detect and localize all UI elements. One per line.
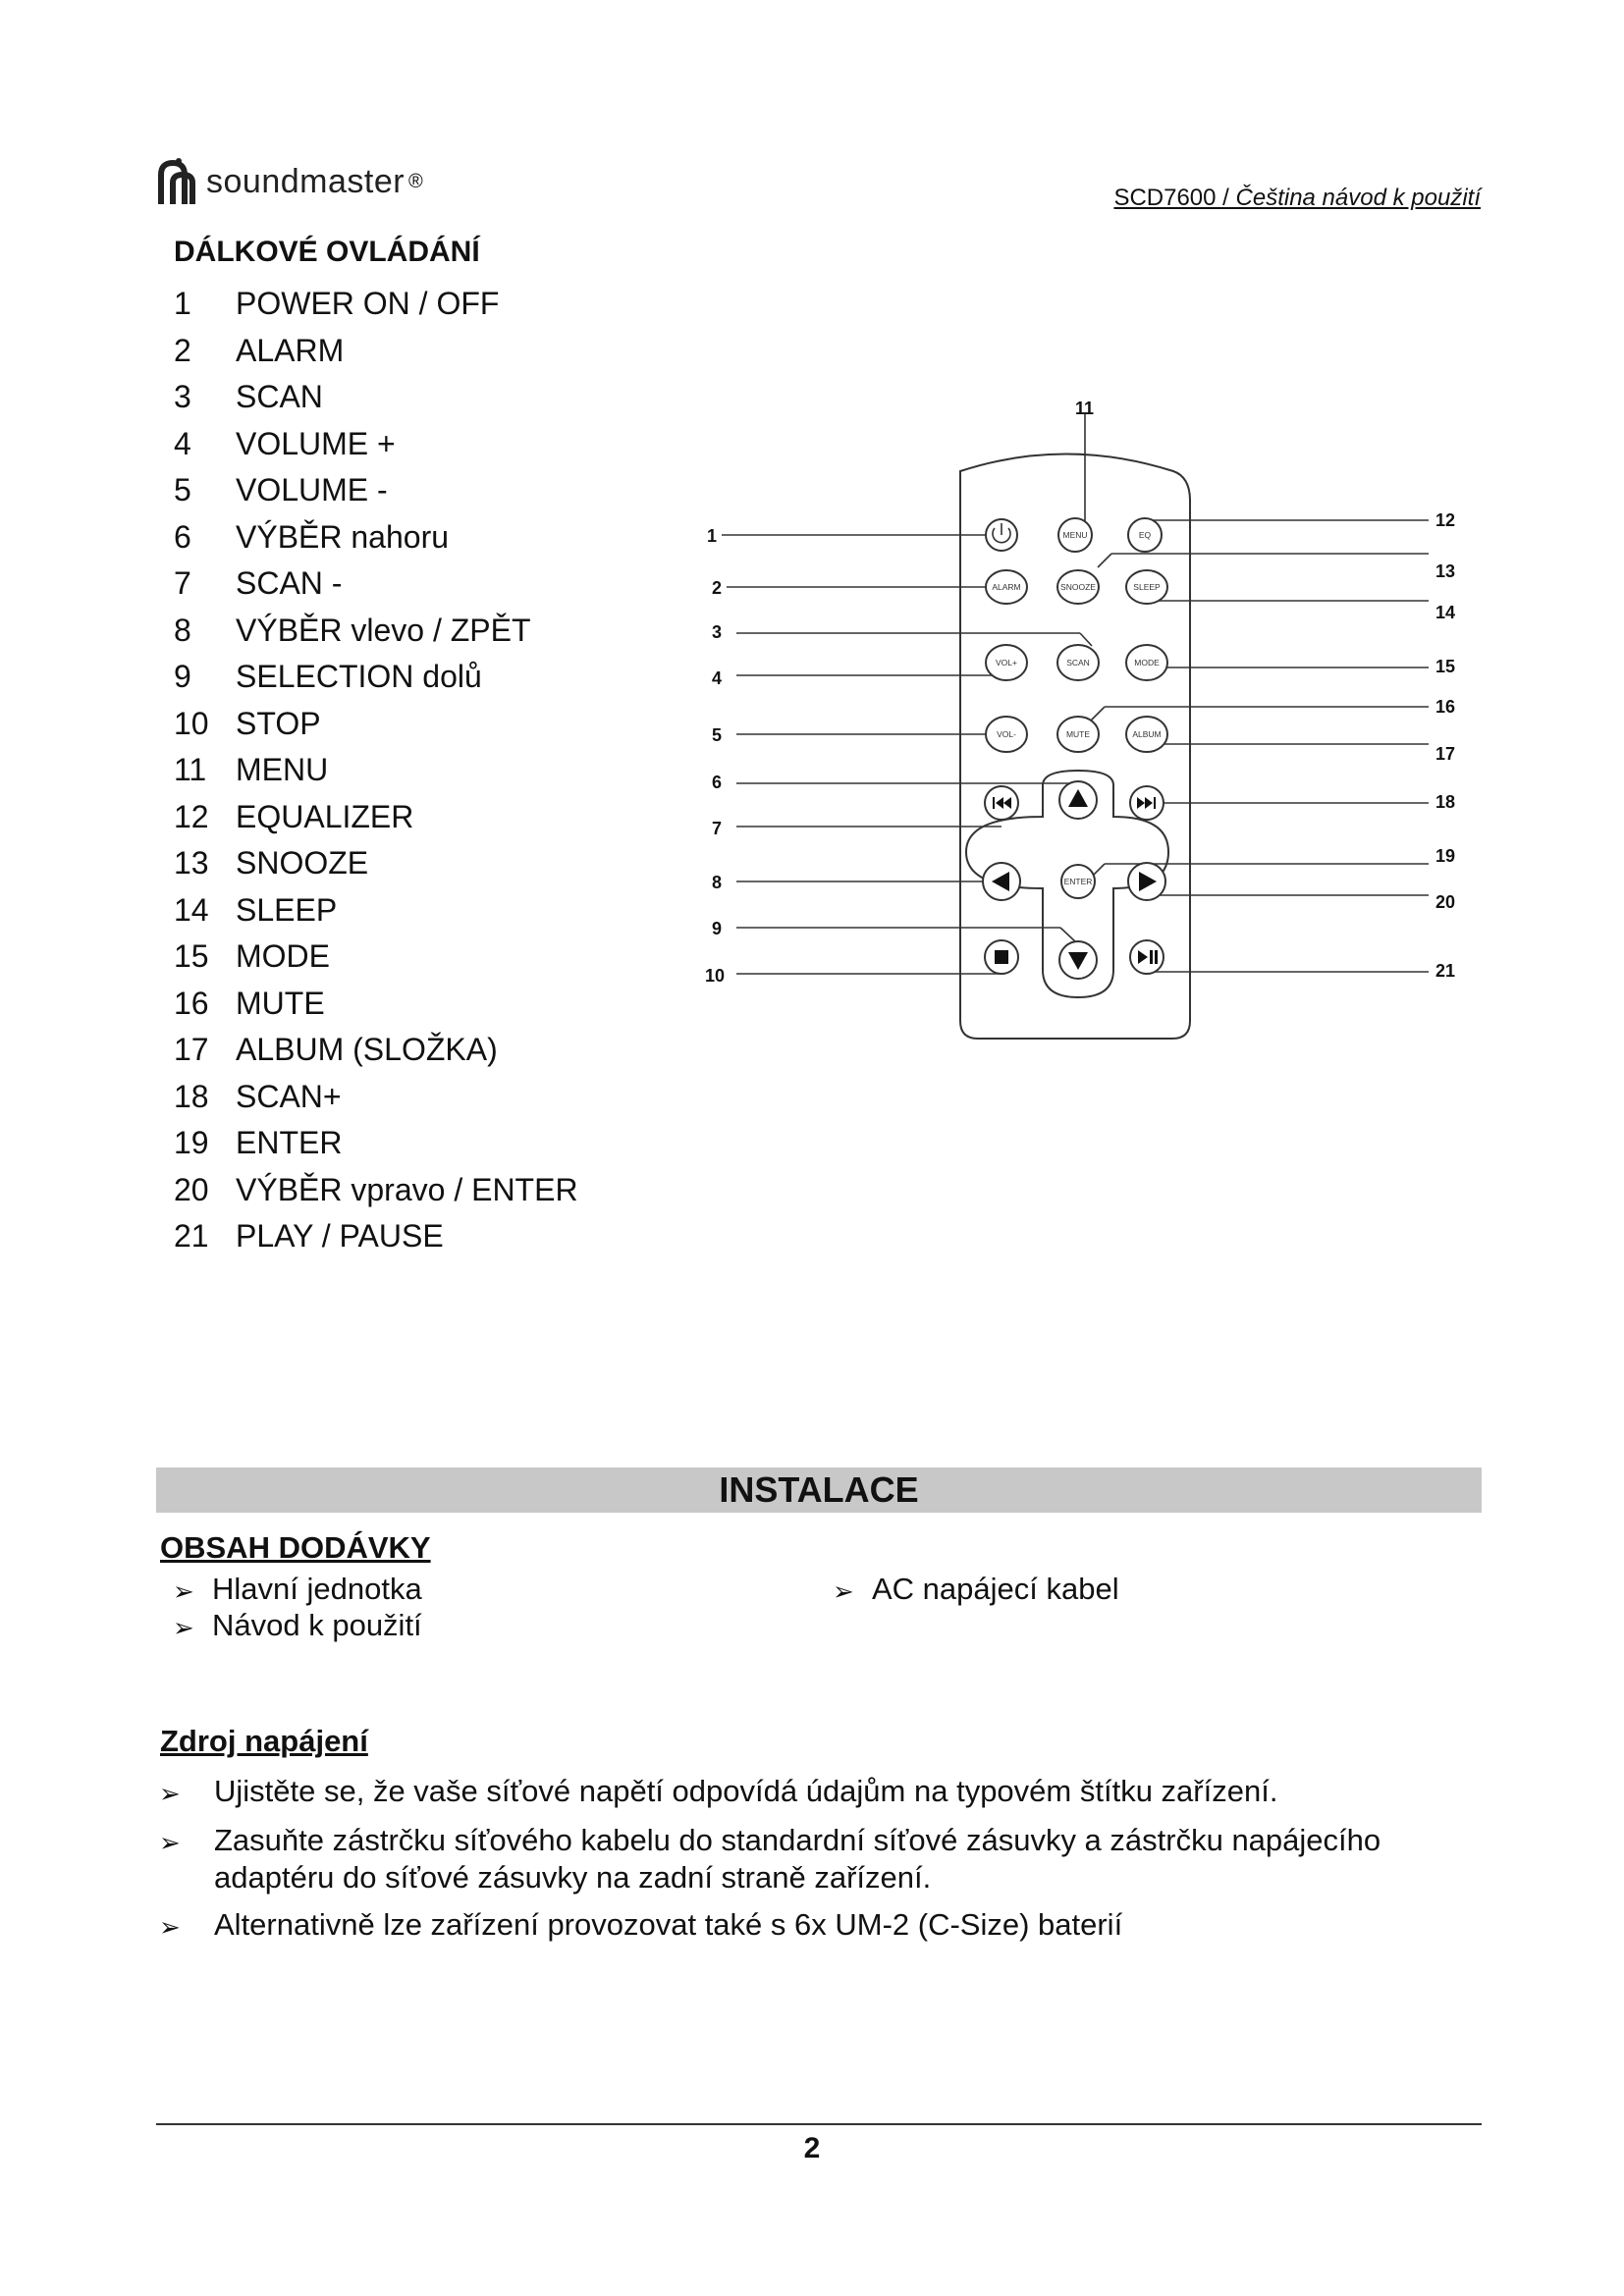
power-supply-item: [159, 1906, 1465, 1946]
mode-button-label: MODE: [1134, 658, 1160, 667]
callout-19: 19: [1435, 846, 1456, 866]
legend-item-number: 15: [174, 938, 209, 974]
callout-20: 20: [1435, 892, 1456, 912]
callout-10: 10: [705, 966, 726, 986]
mute-button-label: MUTE: [1065, 729, 1091, 739]
page-number: 2: [803, 2132, 821, 2164]
model-number: SCD7600: [1113, 185, 1217, 211]
power-supply-title: Zdroj napájení: [160, 1724, 368, 1758]
soundmaster-logo-icon: [157, 157, 200, 206]
legend-item: [174, 840, 578, 887]
eq-button-label: EQ: [1138, 530, 1152, 540]
legend-item: [174, 934, 578, 981]
legend-item-label: VOLUME -: [236, 472, 388, 507]
callout-1: 1: [707, 526, 718, 546]
legend-item-label: SCAN: [236, 379, 323, 414]
legend-item-number: 18: [174, 1078, 209, 1114]
legend-item-label: PLAY / PAUSE: [236, 1218, 444, 1254]
contents-item: [833, 1571, 1119, 1610]
header-separator: /: [1216, 185, 1236, 211]
legend-item-number: 3: [174, 379, 191, 414]
callout-13: 13: [1435, 561, 1456, 581]
document-header: [1113, 185, 1481, 212]
callout-12: 12: [1435, 510, 1456, 530]
power-supply-item: [159, 1822, 1465, 1896]
callout-8: 8: [712, 873, 723, 892]
remote-button-legend: [174, 281, 578, 1260]
document-title: Čeština návod k použití: [1235, 185, 1481, 211]
power-supply-list: [159, 1773, 1465, 1955]
bullet-arrow-icon: ➢: [173, 1576, 194, 1606]
legend-item-label: VOLUME +: [236, 425, 396, 461]
power-supply-text: Alternativně lze zařízení provozovat také s 6x UM-2 (C-Size) baterií: [214, 1907, 1123, 1942]
bullet-arrow-icon: ➢: [833, 1576, 854, 1606]
legend-item-label: ALARM: [236, 332, 345, 368]
callout-14: 14: [1435, 603, 1456, 622]
legend-item-number: 14: [174, 891, 209, 928]
legend-item-number: 5: [174, 472, 191, 507]
remote-diagram-svg: [687, 393, 1473, 1041]
legend-item: [174, 1074, 578, 1121]
bullet-arrow-icon: ➢: [159, 1779, 181, 1808]
legend-item-number: 10: [174, 705, 209, 741]
legend-item: [174, 561, 578, 608]
remote-section-title: DÁLKOVÉ OVLÁDÁNÍ: [174, 236, 480, 268]
legend-item: [174, 654, 578, 701]
contents-item: [173, 1607, 422, 1646]
legend-item-label: SELECTION dolů: [236, 659, 482, 694]
power-supply-text: Ujistěte se, že vaše síťové napětí odpovídá údajům na typovém štítku zařízení.: [214, 1774, 1278, 1808]
legend-item-number: 4: [174, 425, 191, 461]
legend-item-number: 13: [174, 845, 209, 881]
legend-item: [174, 608, 578, 655]
legend-item: [174, 981, 578, 1028]
legend-item-number: 16: [174, 985, 209, 1021]
legend-item-label: POWER ON / OFF: [236, 286, 500, 321]
legend-item-label: SCAN+: [236, 1078, 342, 1114]
album-button-label: ALBUM: [1132, 729, 1162, 739]
legend-item-label: VÝBĚR nahoru: [236, 518, 450, 555]
power-supply-text: Zasuňte zástrčku síťového kabelu do standardní síťové zásuvky a zástrčku napájecího adaptéru do síťové zásuvky na zadní straně zařízení.: [214, 1823, 1381, 1895]
callout-16: 16: [1435, 697, 1456, 717]
legend-item-number: 21: [174, 1218, 209, 1254]
remote-control-diagram: [687, 393, 1473, 1041]
callout-17: 17: [1435, 744, 1456, 764]
legend-item-number: 7: [174, 565, 191, 601]
legend-item: [174, 1120, 578, 1167]
legend-item-label: VÝBĚR vpravo / ENTER: [236, 1171, 578, 1207]
menu-button-label: MENU: [1062, 530, 1088, 540]
contents-item-label: Návod k použití: [212, 1608, 422, 1642]
legend-item: [174, 467, 578, 514]
callout-2: 2: [712, 578, 723, 598]
legend-item-label: STOP: [236, 705, 321, 741]
installation-banner: INSTALACE: [156, 1468, 1482, 1513]
legend-item-number: 2: [174, 332, 191, 368]
scan-button-label: SCAN: [1066, 658, 1090, 667]
legend-item-label: SNOOZE: [236, 845, 369, 881]
enter-button-label: ENTER: [1063, 877, 1093, 886]
bullet-arrow-icon: ➢: [159, 1828, 181, 1857]
power-supply-item: [159, 1773, 1465, 1812]
callout-21: 21: [1435, 961, 1456, 981]
legend-item: [174, 701, 578, 748]
legend-item-number: 1: [174, 286, 191, 321]
footer-divider: [156, 2123, 1482, 2125]
legend-item-label: MENU: [236, 752, 329, 787]
legend-item-number: 11: [174, 752, 207, 787]
legend-item: [174, 281, 578, 328]
legend-item-number: 6: [174, 518, 191, 555]
callout-15: 15: [1435, 657, 1456, 676]
legend-item-label: MUTE: [236, 985, 325, 1021]
snooze-button-label: SNOOZE: [1060, 582, 1096, 592]
legend-item: [174, 514, 578, 561]
callout-9: 9: [712, 919, 723, 938]
bullet-arrow-icon: ➢: [173, 1613, 194, 1642]
legend-item-number: 9: [174, 659, 191, 694]
vol-up-button-label: VOL+: [996, 658, 1017, 667]
vol-down-button-label: VOL-: [997, 729, 1016, 739]
legend-item: [174, 374, 578, 421]
legend-item: [174, 1213, 578, 1260]
callout-6: 6: [712, 773, 723, 792]
legend-item-label: SLEEP: [236, 891, 338, 928]
legend-item: [174, 421, 578, 468]
contents-item-label: Hlavní jednotka: [212, 1572, 422, 1606]
callout-18: 18: [1435, 792, 1456, 812]
brand-logo: [157, 157, 423, 206]
legend-item-label: EQUALIZER: [236, 798, 414, 834]
callout-11: 11: [1075, 399, 1095, 418]
package-contents-title: OBSAH DODÁVKY: [160, 1530, 431, 1565]
registered-mark: ®: [408, 170, 423, 192]
legend-item-label: SCAN -: [236, 565, 343, 601]
legend-item-number: 17: [174, 1032, 209, 1067]
legend-item-number: 12: [174, 798, 209, 834]
legend-item: [174, 1027, 578, 1074]
legend-item-label: ENTER: [236, 1125, 343, 1160]
legend-item: [174, 747, 578, 794]
bullet-arrow-icon: ➢: [159, 1912, 181, 1942]
legend-item: [174, 328, 578, 375]
callout-3: 3: [712, 622, 723, 642]
contents-item-label: AC napájecí kabel: [872, 1572, 1119, 1606]
legend-item: [174, 1167, 578, 1214]
legend-item-label: ALBUM (SLOŽKA): [236, 1032, 498, 1067]
legend-item-number: 20: [174, 1171, 209, 1207]
callout-5: 5: [712, 725, 723, 745]
alarm-button-label: ALARM: [992, 582, 1021, 592]
legend-item-label: MODE: [236, 938, 330, 974]
brand-name: soundmaster: [206, 162, 406, 200]
legend-item: [174, 794, 578, 841]
sleep-button-label: SLEEP: [1133, 582, 1161, 592]
callout-7: 7: [712, 819, 723, 838]
contents-item: [173, 1571, 422, 1610]
legend-item-number: 8: [174, 612, 191, 648]
legend-item-label: VÝBĚR vlevo / ZPĚT: [236, 612, 531, 648]
stop-icon: [995, 950, 1008, 964]
legend-item-number: 19: [174, 1125, 209, 1160]
legend-item: [174, 887, 578, 934]
callout-4: 4: [712, 668, 723, 688]
